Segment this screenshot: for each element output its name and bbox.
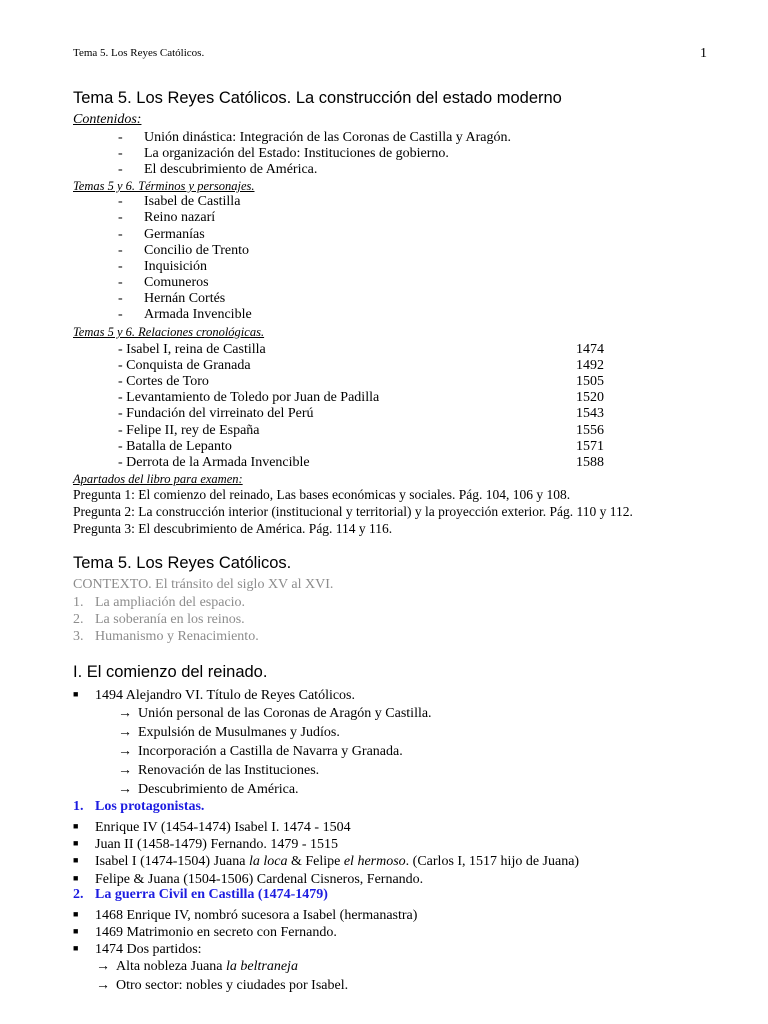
bullet-item: ■ 1474 Dos partidos: [73, 942, 202, 957]
termino-item: - Armada Invencible [118, 307, 252, 322]
contexto-title: CONTEXTO. El tránsito del siglo XV al XVI. [73, 577, 334, 592]
arrow-right-icon: → [96, 959, 110, 974]
arrow-item: → Otro sector: nobles y ciudades por Isabel. [96, 978, 349, 993]
subsection-guerra-civil: 2. La guerra Civil en Castilla (1474-1479) [73, 887, 328, 902]
contenidos-item: - El descubrimiento de América. [118, 162, 318, 177]
arrow-right-icon: → [96, 978, 110, 993]
bullet-icon: ■ [73, 855, 79, 865]
apartado-item: Pregunta 3: El descubrimiento de América. Pág. 114 y 116. [73, 521, 393, 536]
cronologia-row: - Conquista de Granada 1492 [118, 358, 604, 373]
bullet-icon: ■ [73, 838, 79, 848]
arrow-item: → Renovación de las Instituciones. [118, 763, 320, 778]
main-title: Tema 5. Los Reyes Católicos. La construcción del estado moderno [73, 89, 562, 107]
apartado-item: Pregunta 2: La construcción interior (institucional y territorial) y la proyección exterior. Pág. 110 y 112. [73, 504, 633, 519]
arrow-right-icon: → [118, 706, 132, 721]
cronologia-label: Temas 5 y 6. Relaciones cronológicas. [73, 325, 265, 339]
bullet-icon: ■ [73, 943, 79, 953]
bullet-item: ■ 1468 Enrique IV, nombró sucesora a Isabel (hermanastra) [73, 908, 418, 923]
termino-item: - Comuneros [118, 275, 209, 290]
bullet-icon: ■ [73, 821, 79, 831]
apartados-label: Apartados del libro para examen: [73, 472, 243, 486]
arrow-item: → Incorporación a Castilla de Navarra y Granada. [118, 744, 403, 759]
termino-item: - Inquisición [118, 259, 207, 274]
page-number: 1 [700, 46, 707, 61]
bullet-item: ■ 1494 Alejandro VI. Título de Reyes Católicos. [73, 688, 356, 703]
contenidos-label: Contenidos: [73, 112, 142, 127]
bullet-item: ■ Juan II (1458-1479) Fernando. 1479 - 1515 [73, 837, 339, 852]
bullet-item: ■ Isabel I (1474-1504) Juana la loca & Felipe el hermoso. (Carlos I, 1517 hijo de Juana) [73, 854, 580, 869]
cronologia-row: - Derrota de la Armada Invencible 1588 [118, 455, 604, 470]
section-i-title: I. El comienzo del reinado. [73, 663, 268, 681]
cronologia-row: - Isabel I, reina de Castilla 1474 [118, 342, 604, 357]
contexto-item: 3. Humanismo y Renacimiento. [73, 629, 259, 644]
bullet-icon: ■ [73, 689, 79, 699]
bullet-icon: ■ [73, 926, 79, 936]
bullet-icon: ■ [73, 873, 79, 883]
subsection-protagonistas: 1. Los protagonistas. [73, 799, 205, 814]
arrow-right-icon: → [118, 725, 132, 740]
bullet-icon: ■ [73, 909, 79, 919]
bullet-item: ■ Felipe & Juana (1504-1506) Cardenal Cisneros, Fernando. [73, 872, 424, 887]
apartado-item: Pregunta 1: El comienzo del reinado, Las bases económicas y sociales. Pág. 104, 106 y 108. [73, 487, 571, 502]
arrow-right-icon: → [118, 744, 132, 759]
cronologia-row: - Felipe II, rey de España 1556 [118, 423, 604, 438]
terminos-label: Temas 5 y 6. Términos y personajes. [73, 179, 255, 193]
arrow-right-icon: → [118, 763, 132, 778]
arrow-right-icon: → [118, 782, 132, 797]
arrow-item: → Expulsión de Musulmanes y Judíos. [118, 725, 340, 740]
cronologia-row: - Fundación del virreinato del Perú 1543 [118, 406, 604, 421]
termino-item: - Germanías [118, 227, 205, 242]
arrow-item: → Alta nobleza Juana la beltraneja [96, 959, 298, 974]
termino-item: - Isabel de Castilla [118, 194, 241, 209]
arrow-item: → Unión personal de las Coronas de Aragón y Castilla. [118, 706, 432, 721]
contexto-item: 2. La soberanía en los reinos. [73, 612, 245, 627]
cronologia-row: - Levantamiento de Toledo por Juan de Padilla 1520 [118, 390, 604, 405]
bullet-item: ■ Enrique IV (1454-1474) Isabel I. 1474 - 1504 [73, 820, 351, 835]
termino-item: - Hernán Cortés [118, 291, 226, 306]
termino-item: - Concilio de Trento [118, 243, 250, 258]
termino-item: - Reino nazarí [118, 210, 216, 225]
bullet-item: ■ 1469 Matrimonio en secreto con Fernando. [73, 925, 337, 940]
contenidos-item: - Unión dinástica: Integración de las Coronas de Castilla y Aragón. [118, 130, 512, 145]
tema-title: Tema 5. Los Reyes Católicos. [73, 554, 292, 572]
arrow-item: → Descubrimiento de América. [118, 782, 299, 797]
cronologia-row: - Batalla de Lepanto 1571 [118, 439, 604, 454]
contexto-item: 1. La ampliación del espacio. [73, 595, 246, 610]
running-header: Tema 5. Los Reyes Católicos. [73, 47, 205, 59]
contenidos-item: - La organización del Estado: Instituciones de gobierno. [118, 146, 449, 161]
cronologia-row: - Cortes de Toro 1505 [118, 374, 604, 389]
